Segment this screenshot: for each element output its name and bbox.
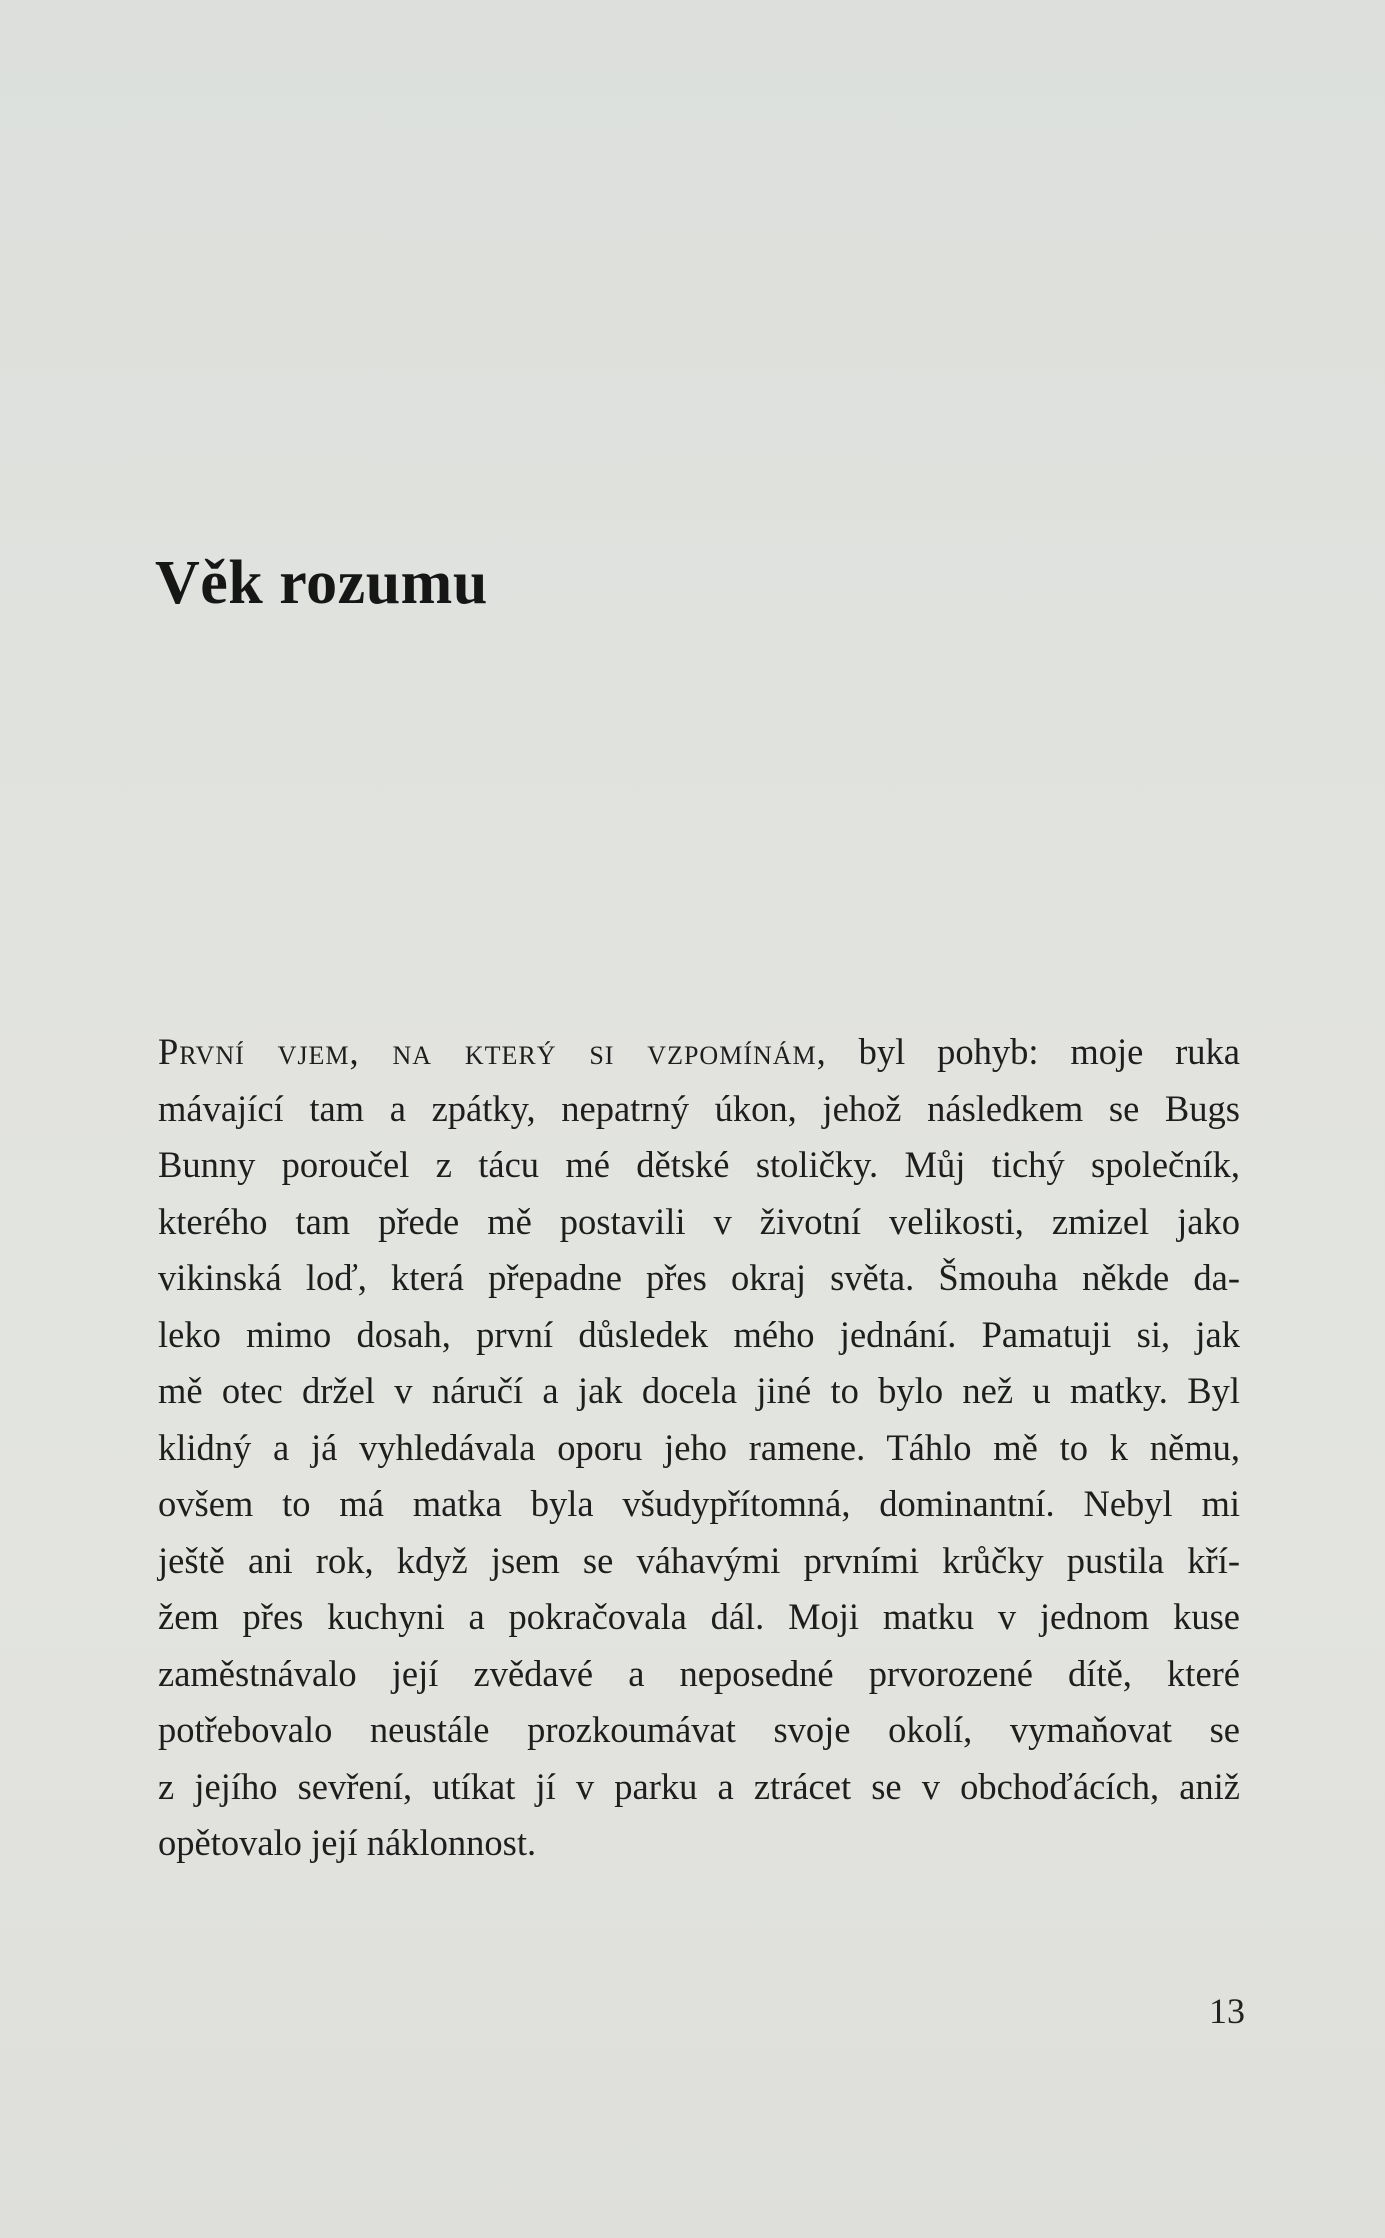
paragraph-line: potřebovalo neustále prozkoumávat svoje okolí, vymaňovat se (158, 1709, 1240, 1750)
paragraph-line (158, 1024, 1240, 1081)
paragraph-line: ovšem to má matka byla všudypřítomná, dominantní. Nebyl mi (158, 1483, 1240, 1524)
paragraph-line: z jejího sevření, utíkat jí v parku a ztrácet se v obchoďácích, aniž (158, 1765, 1240, 1807)
paragraph-line: klidný a já vyhledávala oporu jeho ramene. Táhlo mě to k němu, (158, 1426, 1240, 1468)
paragraph-line: žem přes kuchyni a pokračovala dál. Moji matku v jednom kuse (158, 1596, 1240, 1637)
paragraph-line: mávající tam a zpátky, nepatrný úkon, jehož následkem se Bugs (158, 1087, 1240, 1129)
paragraph-line: zaměstnávalo její zvědavé a neposedné prvorozené dítě, které (158, 1652, 1240, 1694)
page-number: 13 (1209, 1991, 1245, 2031)
lead-in-small-caps: První vjem, na který si vzpomínám, (158, 1031, 827, 1072)
paragraph-line-text: byl pohyb: moje ruka (826, 1031, 1240, 1072)
paragraph-line: vikinská loď, která přepadne přes okraj světa. Šmouha někde da- (158, 1257, 1240, 1298)
paragraph-line: Bunny poroučel z tácu mé dětské stoličky. Můj tichý společník, (158, 1144, 1240, 1185)
paragraph-line: ještě ani rok, když jsem se váhavými prvními krůčky pustila kří- (158, 1539, 1240, 1581)
paragraph-line: opětovalo její náklonnost. (158, 1822, 537, 1863)
body-paragraph (158, 1024, 1240, 1872)
paragraph-line: mě otec držel v náručí a jak docela jiné to bylo než u matky. Byl (158, 1370, 1240, 1411)
chapter-title: Věk rozumu (155, 549, 488, 617)
paragraph-line: kterého tam přede mě postavili v životní velikosti, zmizel jako (158, 1200, 1240, 1242)
paragraph-line: leko mimo dosah, první důsledek mého jednání. Pamatuji si, jak (158, 1313, 1240, 1355)
